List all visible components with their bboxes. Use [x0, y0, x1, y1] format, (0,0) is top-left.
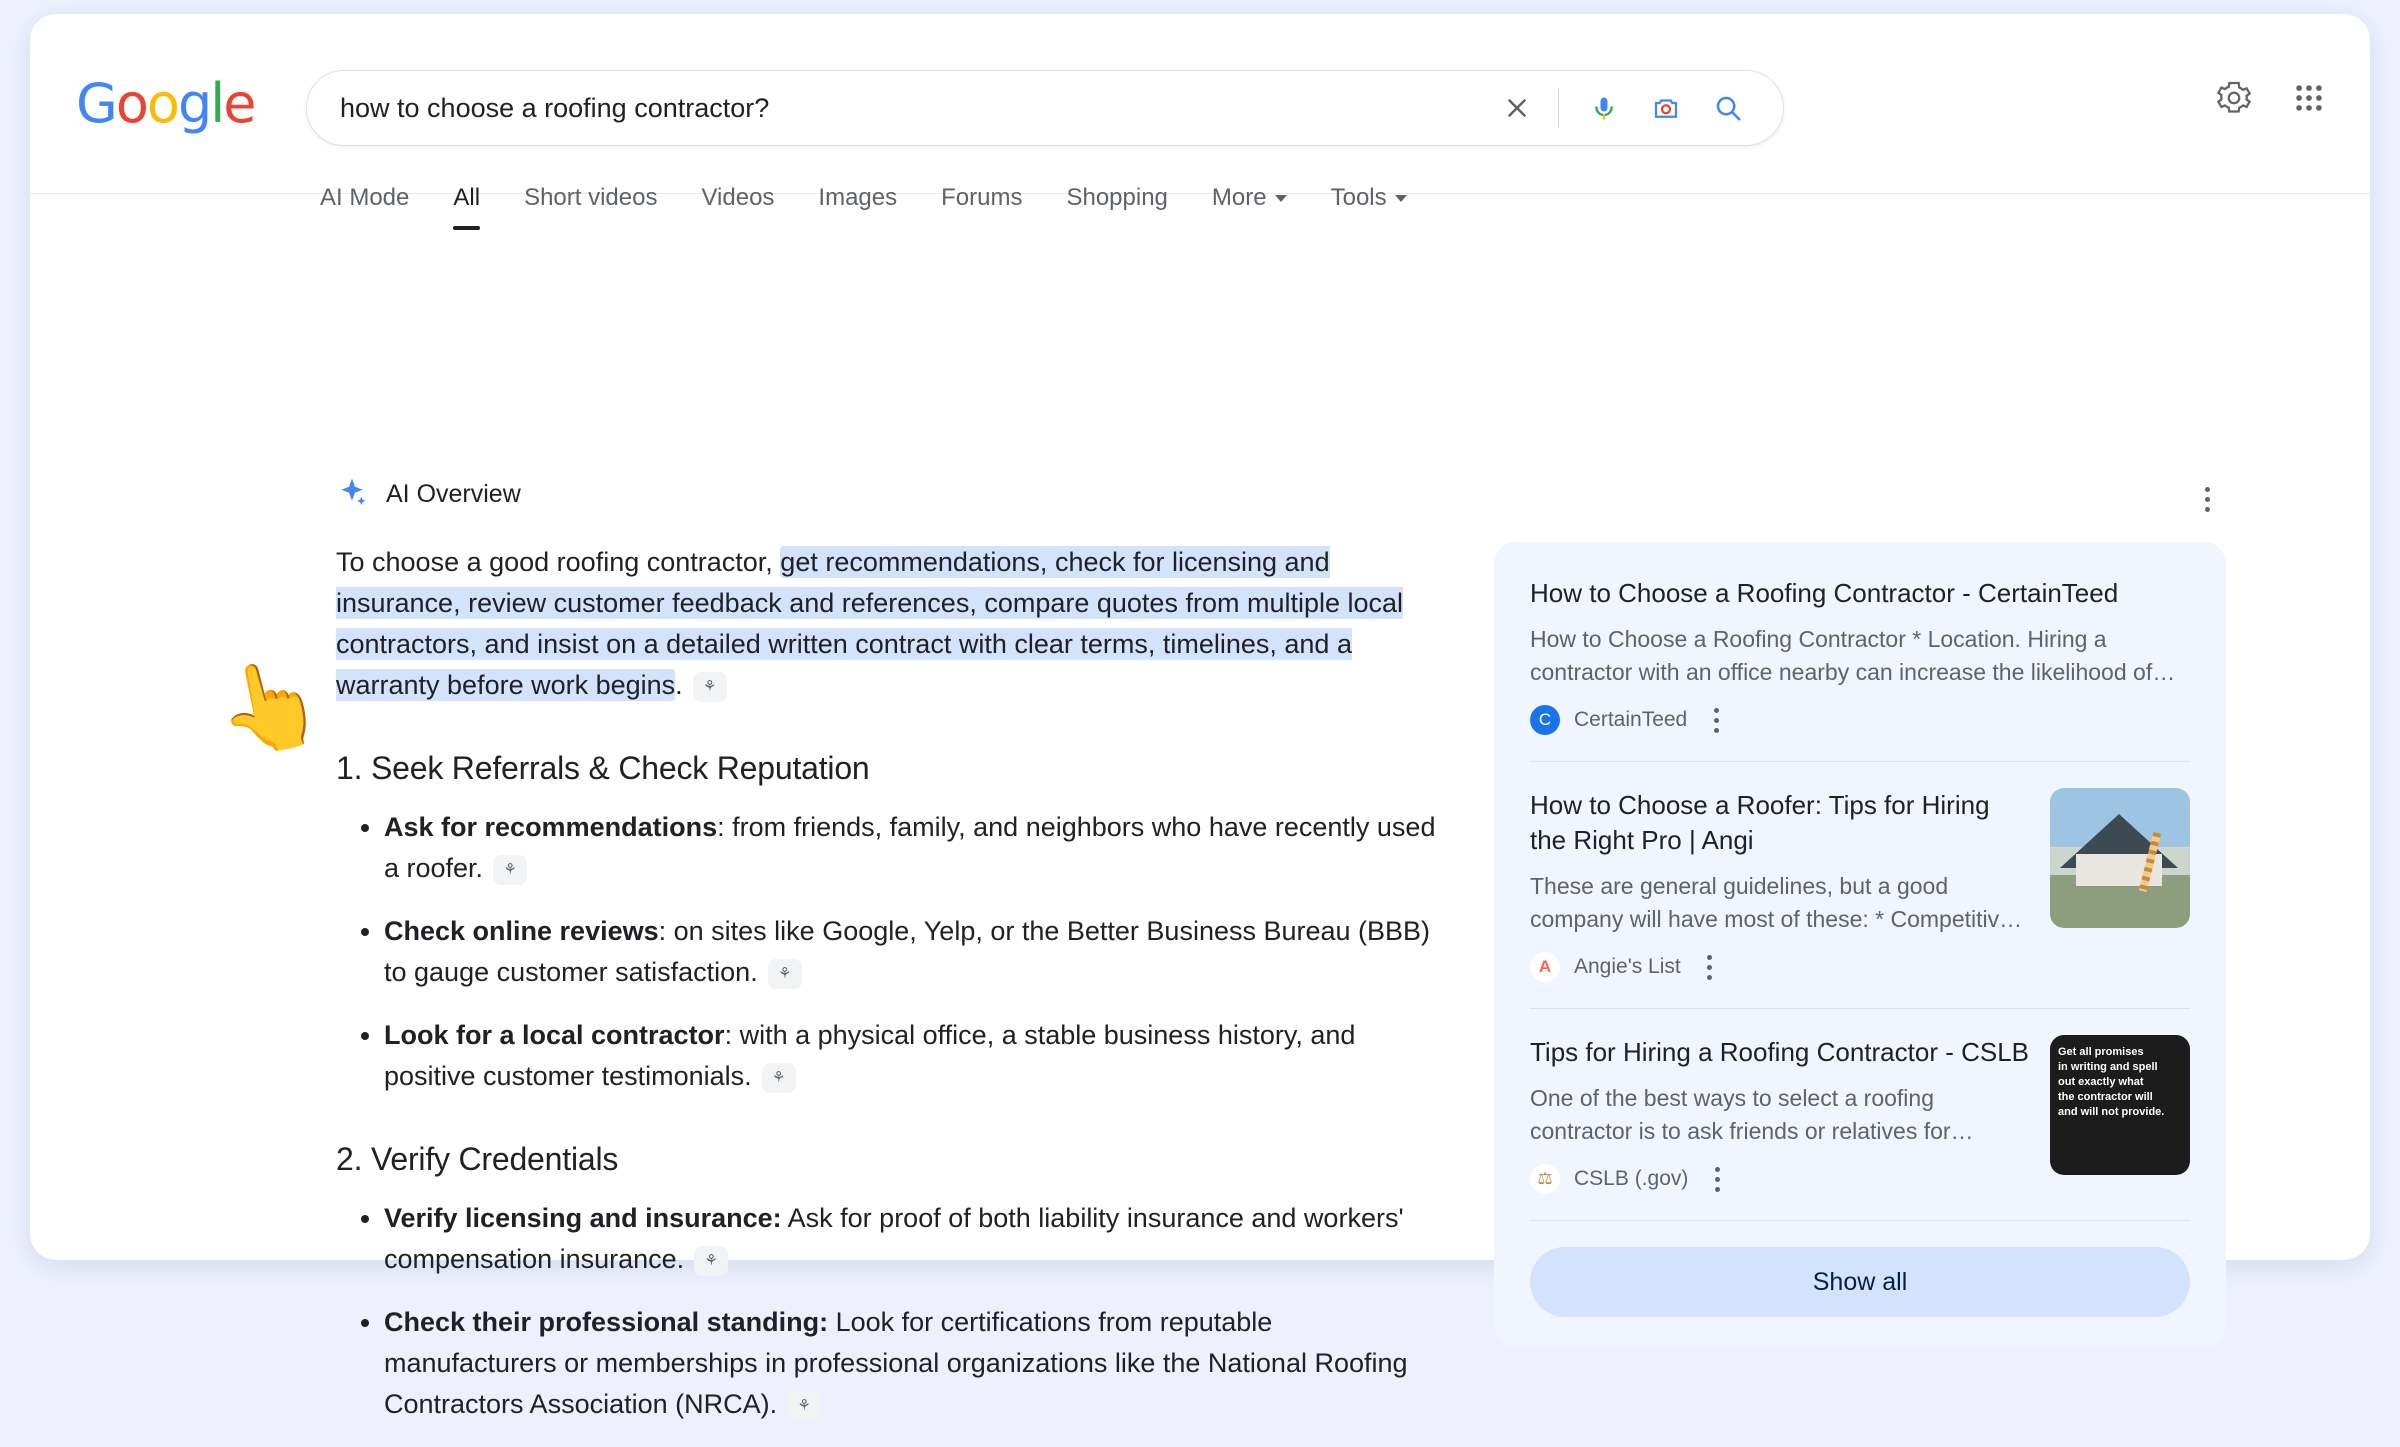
source-item[interactable]	[1530, 788, 2190, 1009]
source-snippet: These are general guidelines, but a good company will have most of these: * Competitiv…	[1530, 873, 2023, 932]
thumb-line: the contractor will	[2058, 1091, 2153, 1103]
logo-letter: o	[115, 72, 147, 135]
citation-link-icon[interactable]: ⚘	[693, 672, 727, 702]
dot	[1715, 1167, 1720, 1172]
source-site-name: CSLB (.gov)	[1574, 1167, 1689, 1190]
summary-lead: To choose a good roofing contractor,	[336, 547, 781, 577]
tab-label: AI Mode	[320, 184, 410, 211]
dot	[1715, 1177, 1720, 1182]
source-site-name: Angie's List	[1574, 955, 1681, 978]
list-item-text: Ask for proof of both liability insurance and workers' compensation insurance.	[384, 1203, 1404, 1274]
logo-letter: o	[146, 72, 178, 135]
list-item-bold: Verify licensing and insurance:	[384, 1203, 782, 1233]
source-snippet: How to Choose a Roofing Contractor * Location. Hiring a contractor with an office nearby can increase the likelihood of…	[1530, 626, 2176, 685]
tab-label: Tools	[1330, 184, 1387, 211]
citation-link-icon[interactable]: ⚘	[768, 959, 802, 989]
show-all-button[interactable]: Show all	[1530, 1247, 2190, 1317]
list-item	[384, 1198, 1436, 1280]
dot	[2205, 497, 2210, 502]
clear-icon[interactable]	[1486, 70, 1548, 146]
source-more-options-icon[interactable]	[1701, 705, 1731, 735]
tab-label: Videos	[701, 184, 775, 211]
list-item-bold: Check their professional standing:	[384, 1307, 829, 1337]
source-more-options-icon[interactable]	[1702, 1164, 1732, 1194]
google-logo[interactable]	[76, 72, 254, 135]
thumb-line: out exactly what	[2058, 1076, 2144, 1088]
certainteed-favicon-icon: C	[1530, 705, 1560, 735]
list-item	[384, 911, 1436, 993]
ai-sparkle-icon	[336, 476, 368, 513]
source-title[interactable]: How to Choose a Roofer: Tips for Hiring the Right Pro | Angi	[1530, 790, 1990, 855]
list-item	[384, 807, 1436, 889]
source-body	[1530, 576, 2190, 735]
section-2-list	[336, 1198, 1436, 1425]
dot	[2205, 507, 2210, 512]
source-snippet: One of the best ways to select a roofing contractor is to ask friends or relatives for…	[1530, 1085, 1974, 1144]
dot	[1715, 1187, 1720, 1192]
cslb-favicon-icon: ⚖	[1530, 1164, 1560, 1194]
settings-icon[interactable]	[2216, 80, 2252, 121]
dot	[2205, 487, 2210, 492]
dot	[1714, 708, 1719, 713]
source-thumbnail-text-card[interactable]	[2050, 1035, 2190, 1175]
source-body	[1530, 1035, 2030, 1194]
dot	[1707, 955, 1712, 960]
ai-overview-more-options-icon[interactable]	[2190, 482, 2224, 516]
search-bar[interactable]	[306, 70, 1784, 146]
list-item-bold: Ask for recommendations	[384, 812, 718, 842]
tab-label: All	[453, 184, 481, 211]
summary-highlighted-text: get recommendations, check for licensing and insurance, review customer feedback and references, compare quotes from multiple local contractors, and insist on a detailed written contract with clear terms, timelines, and a warranty before work begins	[336, 547, 1404, 700]
pointing-hand-cursor: 👆	[207, 648, 332, 766]
ai-overview-body	[336, 542, 1436, 1447]
source-item[interactable]	[1530, 1035, 2190, 1221]
source-meta	[1530, 952, 2030, 982]
tab-label: More	[1211, 184, 1267, 211]
source-title[interactable]: Tips for Hiring a Roofing Contractor - CSLB	[1530, 1037, 2030, 1067]
citation-link-icon[interactable]: ⚘	[694, 1246, 728, 1276]
logo-letter: G	[76, 72, 116, 135]
list-item-text: Look for certifications from reputable manufacturers or memberships in professional organizations like the National Roofing Contractors Association (NRCA).	[384, 1307, 1408, 1419]
lens-camera-icon[interactable]	[1635, 70, 1697, 146]
source-item[interactable]	[1530, 576, 2190, 762]
angi-favicon-icon: A	[1530, 952, 1560, 982]
list-item-text: : on sites like Google, Yelp, or the Better Business Bureau (BBB) to gauge customer satisfaction.	[384, 916, 1431, 987]
search-divider	[1558, 88, 1559, 128]
header-actions	[2216, 80, 2326, 121]
tab-label: Forums	[941, 184, 1023, 211]
ai-overview-title: AI Overview	[386, 480, 521, 508]
results-main	[30, 194, 2370, 1419]
search-input[interactable]: how to choose a roofing contractor?	[340, 92, 770, 123]
citation-link-icon[interactable]: ⚘	[787, 1391, 821, 1421]
dot	[1714, 728, 1719, 733]
citation-link-icon[interactable]: ⚘	[762, 1063, 796, 1093]
source-meta	[1530, 705, 2190, 735]
source-body	[1530, 788, 2030, 982]
sources-card	[1494, 542, 2226, 1347]
thumb-line: in writing and spell	[2058, 1061, 2158, 1073]
logo-letter: l	[210, 72, 224, 135]
list-item	[384, 1015, 1436, 1097]
thumb-line: and will not provide.	[2058, 1106, 2165, 1118]
section-heading-1: 1. Seek Referrals & Check Reputation	[336, 750, 870, 786]
source-thumbnail-house[interactable]	[2050, 788, 2190, 928]
citation-link-icon[interactable]: ⚘	[493, 855, 527, 885]
summary-tail: .	[675, 670, 683, 700]
list-item-text: : from friends, family, and neighbors who have recently used a roofer.	[384, 812, 1436, 883]
ai-overview-summary	[336, 542, 1436, 706]
dot	[1714, 718, 1719, 723]
tab-label: Short videos	[524, 184, 658, 211]
logo-letter: g	[177, 72, 211, 135]
source-site-name: CertainTeed	[1574, 708, 1688, 731]
source-title[interactable]: How to Choose a Roofing Contractor - CertainTeed	[1530, 578, 2119, 608]
ai-overview-header	[336, 476, 521, 513]
source-meta	[1530, 1164, 2030, 1194]
apps-icon[interactable]	[2292, 81, 2326, 120]
tab-label: Images	[818, 184, 898, 211]
microphone-icon[interactable]	[1573, 70, 1635, 146]
tab-label: Shopping	[1066, 184, 1168, 211]
dot	[1707, 965, 1712, 970]
source-more-options-icon[interactable]	[1695, 952, 1725, 982]
list-item-bold: Look for a local contractor	[384, 1020, 725, 1050]
section-1-list	[336, 807, 1436, 1097]
search-header	[30, 14, 2370, 211]
list-item-text: : with a physical office, a stable business history, and positive customer testimonials.	[384, 1020, 1356, 1091]
thumb-line: Get all promises	[2058, 1046, 2144, 1058]
logo-letter: e	[223, 72, 255, 135]
list-item-bold: Check online reviews	[384, 916, 659, 946]
search-submit-icon[interactable]	[1697, 70, 1759, 146]
list-item	[384, 1302, 1436, 1425]
dot	[1707, 975, 1712, 980]
browser-window	[30, 14, 2370, 1419]
section-heading-2: 2. Verify Credentials	[336, 1141, 619, 1177]
